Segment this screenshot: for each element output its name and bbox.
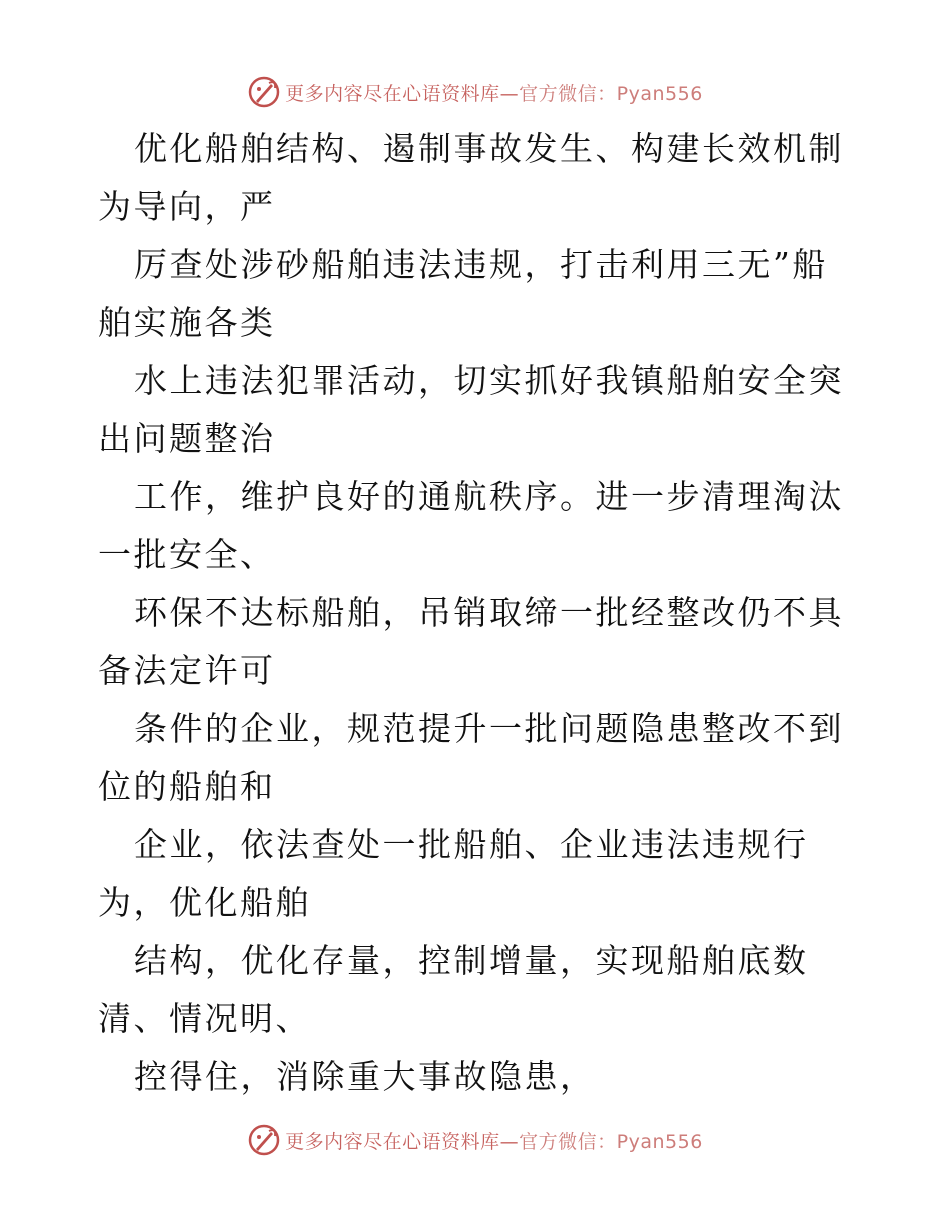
body-text (98, 120, 858, 1106)
banner-text: 更多内容尽在心语资料库—官方微信：Pyan556 (285, 1130, 703, 1153)
paragraph: 控得住，消除重大事故隐患， (134, 1057, 596, 1096)
quill-pen-logo-icon (247, 1123, 281, 1157)
paragraph: 优化船舶结构、遏制事故发生、构建长效机制为导向，严 (98, 129, 844, 226)
paragraph: 企业，依法查处一批船舶、企业违法违规行为，优化船舶 (98, 825, 809, 922)
quill-pen-logo-icon (247, 75, 281, 109)
paragraph: 厉查处涉砂船舶违法违规，打击利用三无”船舶实施各类 (98, 245, 828, 342)
paragraph: 条件的企业，规范提升一批问题隐患整改不到位的船舶和 (98, 709, 844, 806)
paragraph: 结构，优化存量，控制增量，实现船舶底数清、情况明、 (98, 941, 809, 1038)
footer-watermark-banner (0, 1120, 950, 1160)
paragraph: 水上违法犯罪活动，切实抓好我镇船舶安全突出问题整治 (98, 361, 844, 458)
header-watermark-banner (0, 72, 950, 112)
banner-text: 更多内容尽在心语资料库—官方微信：Pyan556 (285, 82, 703, 105)
paragraph: 工作，维护良好的通航秩序。进一步清理淘汰一批安全、 (98, 477, 844, 574)
paragraph: 环保不达标船舶，吊销取缔一批经整改仍不具备法定许可 (98, 593, 844, 690)
